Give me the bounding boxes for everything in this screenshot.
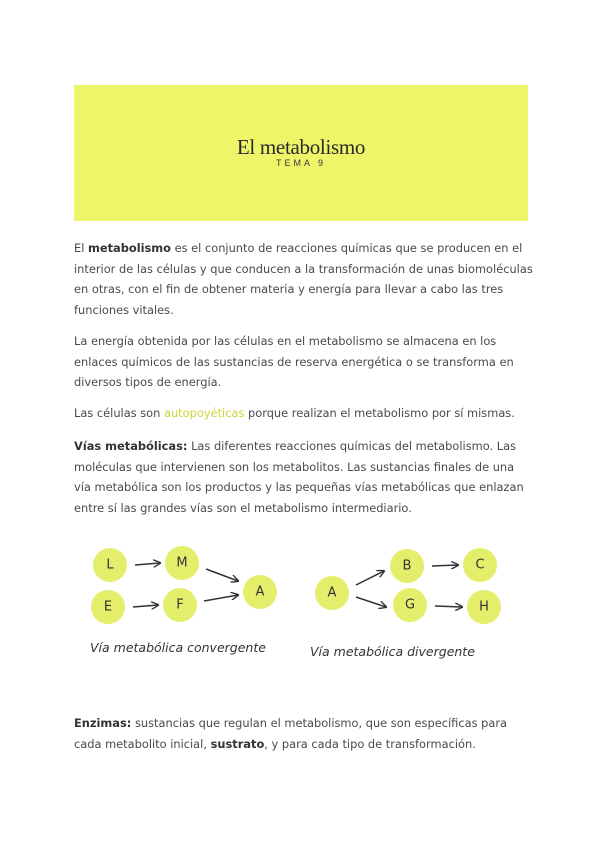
divergent-pathway: [310, 548, 501, 659]
node-label: E: [103, 599, 113, 615]
text-span: porque realizan el metabolismo por sí mismas.: [244, 406, 515, 420]
metabolic-pathways-diagram: [80, 535, 530, 675]
text-span: La energía obtenida por las células en el metabolismo se almacena en los enlaces químicos de las sustancias de reserva energética o se transforma en diversos tipos de energía.: [74, 334, 514, 389]
node-label: C: [475, 557, 485, 573]
arrow-m-a: [206, 569, 238, 581]
page-title: El metabolismo: [236, 135, 366, 159]
arrow-a-b: [356, 571, 384, 585]
caption-divergent: Vía metabólica divergente: [310, 644, 475, 659]
term-metabolismo: metabolismo: [87, 241, 171, 255]
caption-convergent: Vía metabólica convergente: [90, 640, 266, 655]
arrow-e-f: [133, 605, 158, 607]
node-label: L: [106, 557, 114, 573]
highlight-autopoyeticas: autopoyéticas: [163, 406, 245, 420]
paragraph-autopoietic: [74, 403, 534, 424]
term-enzimas: Enzimas:: [74, 716, 132, 730]
convergent-pathway: [90, 546, 277, 655]
arrow-a-g: [356, 597, 386, 607]
arrow-l-m: [135, 563, 160, 565]
arrow-g-h: [435, 606, 462, 607]
term-vias-metabolicas: Vías metabólicas:: [74, 439, 188, 453]
paragraph-vias: [74, 436, 534, 518]
node-label: H: [479, 599, 489, 615]
text-span: , y para cada tipo de transformación.: [264, 736, 476, 751]
paragraph-energy: [74, 331, 534, 393]
arrow-b-c: [432, 565, 458, 566]
term-sustrato: sustrato: [210, 736, 265, 751]
text-span: Las células son: [74, 406, 164, 420]
node-label: A: [327, 585, 337, 601]
paragraph-enzimas: [74, 713, 534, 754]
page-subtitle: TEMA 9: [275, 158, 326, 168]
text-span: es el conjunto de reacciones químicas que se producen en el interior de las células y que conducen a la transformación de unas biomoléculas en otras, con el fin de obtener materia y energía para llevar a cabo las tres funciones vitales.: [74, 241, 533, 317]
paragraph-definition: [74, 238, 534, 320]
text-span: Las diferentes reacciones químicas del metabolismo. Las moléculas que intervienen son los metabolitos. Las sustancias finales de una vía metabólica son los productos y las pequeñas vías metabólicas que enlazan entre sí las grandes vías son el metabolismo intermediario.: [74, 439, 524, 515]
text-span: El: [74, 241, 88, 255]
node-label: A: [255, 584, 265, 600]
node-label: F: [176, 597, 184, 613]
node-label: M: [176, 555, 188, 571]
title-banner: [74, 85, 528, 221]
arrow-f-a: [204, 595, 238, 601]
node-label: B: [402, 558, 412, 574]
node-label: G: [404, 597, 416, 613]
text-span: sustancias que regulan el metabolismo, que son específicas para cada metabolito inicial,: [74, 716, 508, 751]
